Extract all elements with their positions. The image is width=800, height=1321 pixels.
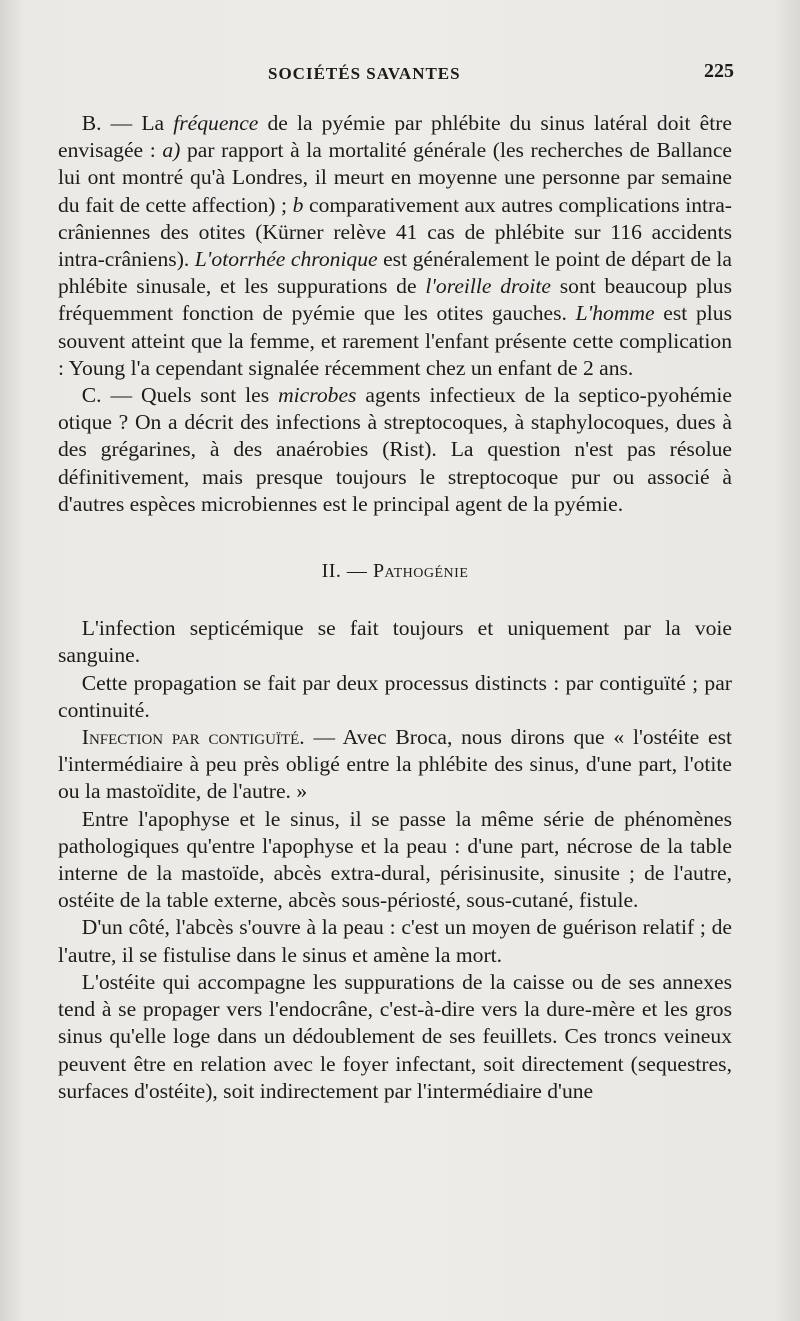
section-heading: II. — Pathogénie bbox=[321, 560, 469, 583]
paragraph-section-b: B. — La fréquence de la pyémie par phlébite du sinus latéral doit être envisagée : a) par rapport à la mortalité générale (les recherches de Ballance lui ont montré qu'à Londres, il meurt en moyenne une personne par semaine du fait de cette affection) ; b comparativement aux autres complications intra-crâniennes des otites (Kürner relève 41 cas de phlébite sur 116 accidents intra-crâniens). L'otorrhée chronique est généralement le point de départ de la phlébite sinusale, et les suppurations de l'oreille droite sont beaucoup plus fréquemment fonction de pyémie que les otites gauches. L'homme est plus souvent atteint que la femme, et rarement l'enfant présente cette complication : Young l'a cependant signalée récemment chez un enfant de 2 ans. bbox=[58, 111, 732, 380]
body-text bbox=[58, 110, 732, 1105]
paragraph: Cette propagation se fait par deux processus distincts : par contiguïté ; par continuité. bbox=[58, 670, 732, 722]
page-number: 225 bbox=[704, 60, 734, 82]
paragraph-section-c: C. — Quels sont les microbes agents infectieux de la septico-pyohémie otique ? On a décrit des infections à streptocoques, à staphylocoques, dues à des grégarines, à des anaérobies (Rist). La question n'est pas résolue définitivement, mais presque toujours le streptocoque pur ou associé à d'autres espèces microbiennes est le principal agent de la pyémie. bbox=[58, 383, 732, 516]
paragraph: L'ostéite qui accompagne les suppurations de la caisse ou de ses annexes tend à se propager vers l'endocrâne, c'est-à-dire vers la dure-mère et les gros sinus qu'elle loge dans un dédoublement de ses feuillets. Ces troncs veineux peuvent être en relation avec le foyer infectant, soit directement (sequestres, surfaces d'ostéite), soit indirectement par l'intermédiaire d'une bbox=[58, 969, 732, 1103]
paragraph: Infection par contiguïté. — Avec Broca, nous dirons que « l'ostéite est l'intermédiaire à peu près obligé entre la phlébite des sinus, d'une part, l'otite ou la mastoïdite, de l'autre. » bbox=[58, 725, 733, 804]
paragraph: D'un côté, l'abcès s'ouvre à la peau : c'est un moyen de guérison relatif ; de l'autre, il se fistulise dans le sinus et amène la mort. bbox=[58, 915, 732, 967]
paragraph: Entre l'apophyse et le sinus, il se passe la même série de phénomènes pathologiques qu'entre l'apophyse et la peau : d'une part, nécrose de la table interne de la mastoïde, abcès extra-dural, périsinusite, sinusite ; de l'autre, ostéite de la table externe, abcès sous-périosté, sous-cutané, fistule. bbox=[58, 806, 732, 913]
running-title: SOCIÉTÉS SAVANTES bbox=[268, 64, 461, 83]
running-head bbox=[58, 60, 732, 94]
paragraph: L'infection septicémique se fait toujours et uniquement par la voie sanguine. bbox=[58, 616, 732, 668]
subsection-label: Infection par contiguïté. bbox=[81, 725, 305, 750]
pathogenie-section bbox=[58, 615, 732, 1105]
